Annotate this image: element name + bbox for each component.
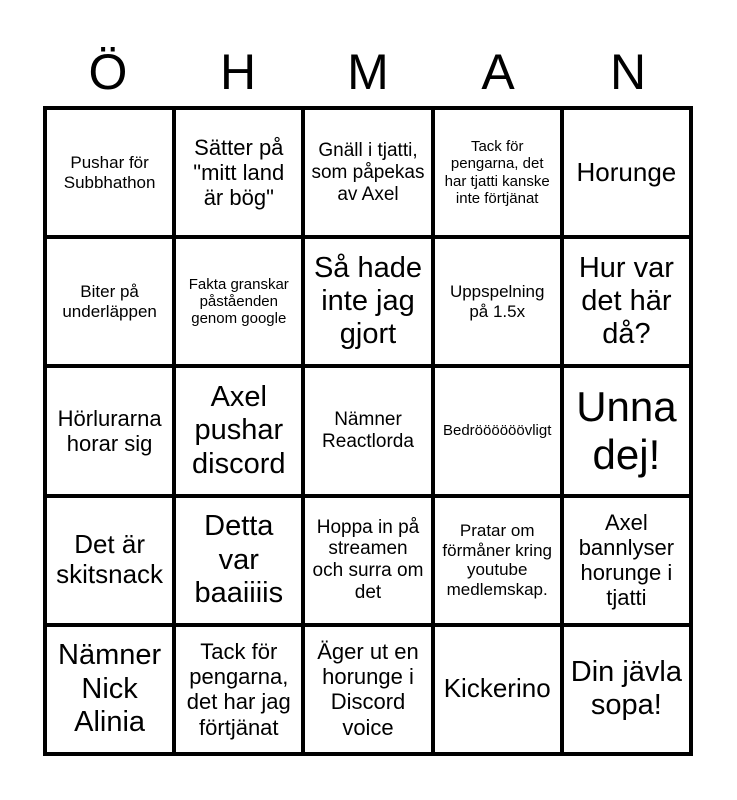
header-letter: N <box>609 44 647 100</box>
bingo-cell[interactable] <box>303 108 432 237</box>
cell-text: Unna dej! <box>576 382 677 478</box>
cell-text: Sätter på "mitt land är bög" <box>193 134 285 211</box>
cell-text: Kickerino <box>443 673 551 704</box>
cell-text: Axel pushar discord <box>192 380 286 480</box>
bingo-cell[interactable] <box>174 496 303 625</box>
header-letter: H <box>219 44 257 100</box>
bingo-cell[interactable] <box>433 366 562 495</box>
cell-text: Det är skitsnack <box>56 529 164 590</box>
bingo-cell[interactable] <box>45 237 174 366</box>
cell-text: Detta var baaiiiis <box>194 510 284 609</box>
cell-text: Pratar om förmåner kring youtube medlemskap. <box>442 521 552 599</box>
bingo-cell[interactable] <box>45 108 174 237</box>
cell-text: Pushar för Subbhathon <box>63 153 156 192</box>
cell-text: Nämner Reactlorda <box>322 409 414 452</box>
cell-text: Hörlurarna horar sig <box>57 405 162 456</box>
bingo-cell[interactable] <box>562 625 691 754</box>
cell-text: Horunge <box>576 156 677 187</box>
cell-text: Biter på underläppen <box>62 282 157 321</box>
bingo-cell[interactable] <box>433 237 562 366</box>
bingo-cell[interactable] <box>303 237 432 366</box>
bingo-cell[interactable] <box>174 366 303 495</box>
bingo-cell[interactable] <box>45 625 174 754</box>
bingo-cell[interactable] <box>562 237 691 366</box>
cell-text: Uppspelning på 1.5x <box>449 282 545 321</box>
bingo-board <box>43 106 693 756</box>
bingo-cell[interactable] <box>433 108 562 237</box>
bingo-cell[interactable] <box>303 496 432 625</box>
bingo-cell[interactable] <box>562 496 691 625</box>
cell-text: Axel bannlyser horunge i tjatti <box>578 509 675 611</box>
cell-text: Äger ut en horunge i Discord voice <box>317 638 419 740</box>
bingo-cell[interactable] <box>562 108 691 237</box>
bingo-cell[interactable] <box>174 625 303 754</box>
bingo-cell[interactable] <box>562 366 691 495</box>
cell-text: Nämner Nick Alinia <box>58 639 162 739</box>
cell-text: Fakta granskar påståenden genom google <box>188 275 289 328</box>
bingo-header <box>43 36 693 108</box>
bingo-cell[interactable] <box>45 496 174 625</box>
header-letter: Ö <box>88 44 128 100</box>
bingo-cell[interactable] <box>174 237 303 366</box>
header-letter: A <box>481 44 515 100</box>
cell-text: Gnäll i tjatti, som påpekas av Axel <box>311 139 425 205</box>
bingo-cell[interactable] <box>45 366 174 495</box>
cell-text: Tack för pengarna, det har jag förtjänat <box>186 638 291 740</box>
cell-text: Hur var det här då? <box>578 251 674 351</box>
cell-text: Hoppa in på streamen och surra om det <box>312 516 424 604</box>
bingo-cell[interactable] <box>303 366 432 495</box>
cell-text: Din jävla sopa! <box>570 656 682 722</box>
cell-text: Tack för pengarna, det har tjatti kanske inte förtjänat <box>444 138 550 207</box>
cell-text: Så hade inte jag gjort <box>313 251 423 351</box>
bingo-cell[interactable] <box>433 496 562 625</box>
bingo-cell[interactable] <box>433 625 562 754</box>
bingo-cell[interactable] <box>174 108 303 237</box>
header-letter: M <box>347 44 389 100</box>
cell-text: Bedröööööövligt <box>442 422 552 440</box>
bingo-cell[interactable] <box>303 625 432 754</box>
